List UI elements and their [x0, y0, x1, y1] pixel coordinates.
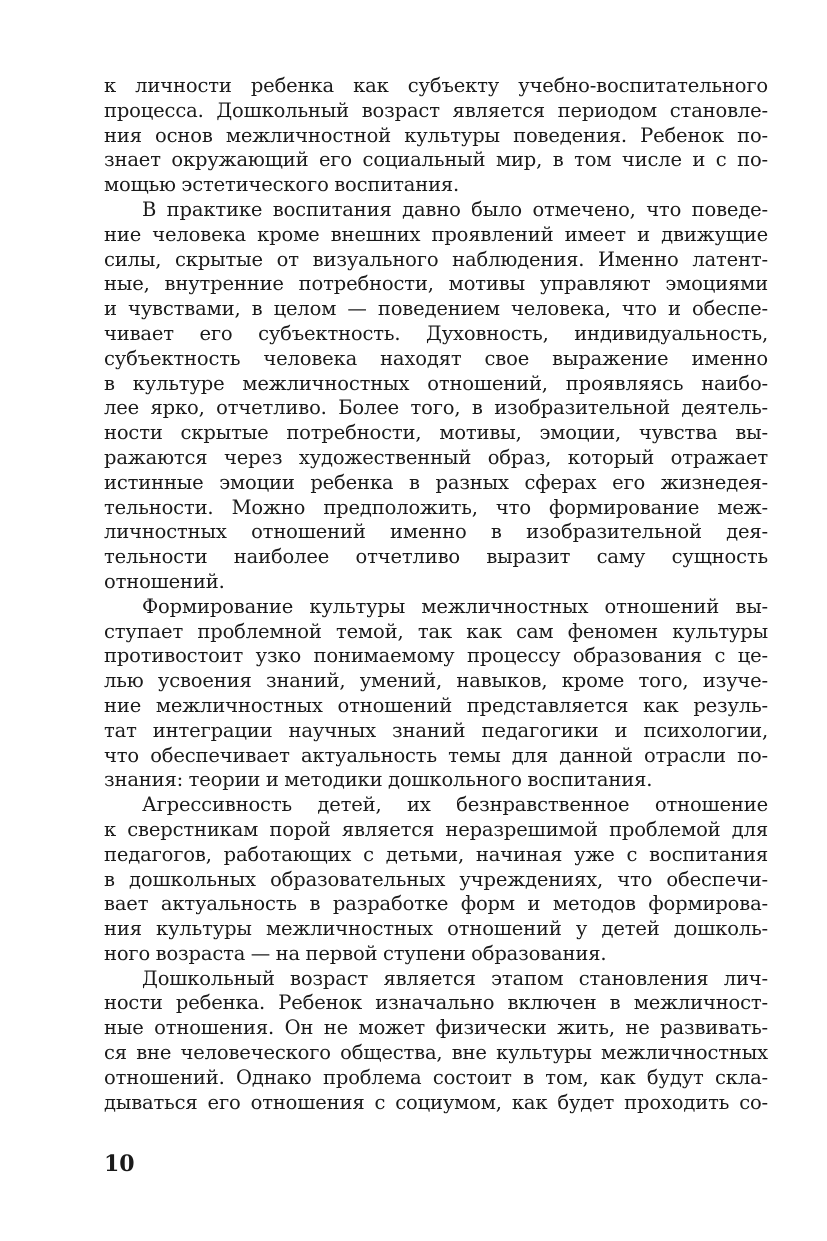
paragraph-p2	[104, 198, 768, 595]
text-line: чивает его субъектность. Духовность, индивидуальность,	[104, 321, 768, 345]
text-line: отношений.	[104, 569, 225, 593]
text-line: Дошкольный возраст является этапом становления лич-	[142, 966, 768, 990]
text-line: ние человека кроме внешних проявлений имеет и движущие	[104, 222, 768, 246]
text-line: лью усвоения знаний, умений, навыков, кроме того, изуче-	[104, 669, 768, 693]
text-line: личностных отношений именно в изобразительной дея-	[104, 520, 768, 544]
text-line: ного возраста — на первой ступени образования.	[104, 941, 607, 965]
text-line: знания: теории и методики дошкольного воспитания.	[104, 768, 653, 792]
text-line: тельности. Можно предположить, что формирование меж-	[104, 495, 768, 519]
text-line: истинные эмоции ребенка в разных сферах его жизнедея-	[104, 470, 768, 494]
text-line: Агрессивность детей, их безнравственное отношение	[142, 793, 768, 817]
text-line: Формирование культуры межличностных отношений вы-	[142, 594, 768, 618]
text-line: ся вне человеческого общества, вне культуры межличностных	[104, 1041, 768, 1065]
paragraph-p5	[104, 967, 768, 1116]
text-line: ные отношения. Он не может физически жить, не развивать-	[104, 1016, 768, 1040]
text-line: дываться его отношения с социумом, как будет проходить со-	[104, 1090, 768, 1114]
paragraph-p1	[104, 74, 768, 198]
text-line: тат интеграции научных знаний педагогики и психологии,	[104, 718, 768, 742]
page-body	[104, 74, 768, 1115]
text-line: к личности ребенка как субъекту учебно-воспитательного	[104, 74, 768, 97]
text-line: к сверстникам порой является неразрешимой проблемой для	[104, 817, 768, 841]
text-line: ние межличностных отношений представляется как резуль-	[104, 693, 768, 717]
paragraph-p4	[104, 793, 768, 967]
text-line: что обеспечивает актуальность темы для данной отрасли по-	[104, 743, 768, 767]
page-number: 10	[104, 1151, 135, 1177]
text-line: тельности наиболее отчетливо выразит саму сущность	[104, 545, 768, 569]
text-line: ности ребенка. Ребенок изначально включен в межличност-	[104, 991, 768, 1015]
text-line: В практике воспитания давно было отмечено, что поведе-	[142, 197, 768, 221]
text-line: и чувствами, в целом — поведением человека, что и обеспе-	[104, 297, 768, 321]
paragraph-p3	[104, 595, 768, 793]
text-line: отношений. Однако проблема состоит в том, как будут скла-	[104, 1065, 768, 1089]
text-line: мощью эстетического воспитания.	[104, 173, 460, 197]
text-line: в культуре межличностных отношений, проявляясь наибо-	[104, 371, 768, 395]
text-line: знает окружающий его социальный мир, в том числе и с по-	[104, 148, 768, 172]
text-line: субъектность человека находят свое выражение именно	[104, 346, 768, 370]
text-line: лее ярко, отчетливо. Более того, в изобразительной деятель-	[104, 396, 768, 420]
text-line: силы, скрытые от визуального наблюдения. Именно латент-	[104, 247, 768, 271]
text-line: в дошкольных образовательных учреждениях, что обеспечи-	[104, 867, 768, 891]
text-line: педагогов, работающих с детьми, начиная уже с воспитания	[104, 842, 768, 866]
text-line: процесса. Дошкольный возраст является периодом становле-	[104, 98, 768, 122]
text-line: ные, внутренние потребности, мотивы управляют эмоциями	[104, 272, 768, 296]
text-line: ражаются через художественный образ, который отражает	[104, 445, 768, 469]
text-line: ности скрытые потребности, мотивы, эмоции, чувства вы-	[104, 421, 768, 445]
text-line: ступает проблемной темой, так как сам феномен культуры	[104, 619, 768, 643]
text-line: вает актуальность в разработке форм и методов формирова-	[104, 892, 768, 916]
text-line: ния основ межличностной культуры поведения. Ребенок по-	[104, 123, 768, 147]
text-line: ния культуры межличностных отношений у детей дошколь-	[104, 917, 768, 941]
text-line: противостоит узко понимаемому процессу образования с це-	[104, 644, 768, 668]
